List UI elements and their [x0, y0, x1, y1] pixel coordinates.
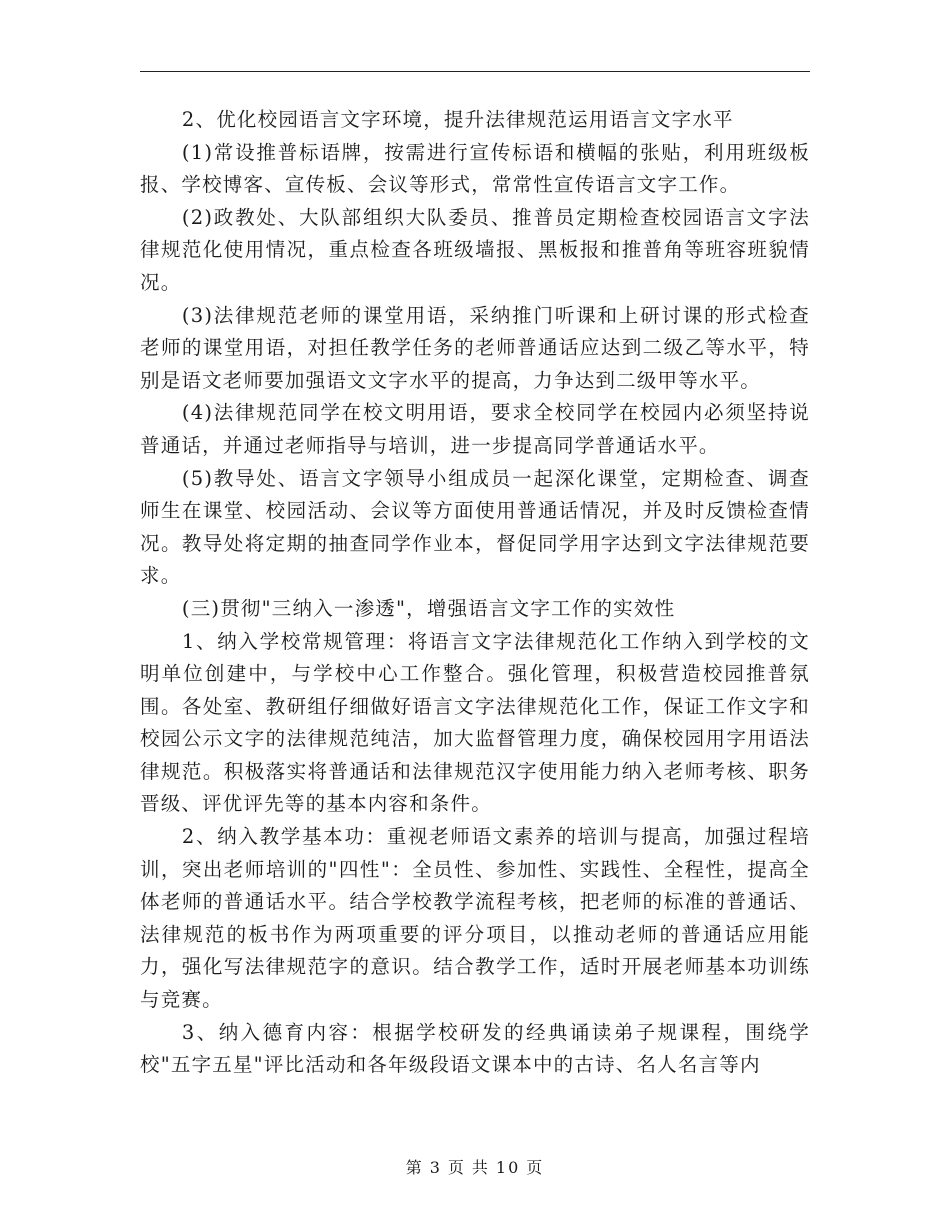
paragraph: 1、纳入学校常规管理：将语言文字法律规范化工作纳入到学校的文明单位创建中，与学校中心工作整合。强化管理，积极营造校园推普氛围。各处室、教研组仔细做好语言文字法律规范化工作，保证工作文字和校园公示文字的法律规范纯洁，加大监督管理力度，确保校园用字用语法律规范。积极落实将普通话和法律规范汉字使用能力纳入老师考核、职务晋级、评优评先等的基本内容和条件。: [140, 629, 810, 816]
header-rule: [140, 71, 810, 72]
paragraph: (2)政教处、大队部组织大队委员、推普员定期检查校园语言文字法律规范化使用情况，重点检查各班级墙报、黑板报和推普角等班容班貌情况。: [140, 205, 810, 294]
paragraph: (5)教导处、语言文字领导小组成员一起深化课堂，定期检查、调查师生在课堂、校园活动、会议等方面使用普通话情况，并及时反馈检查情况。教导处将定期的抽查同学作业本，督促同学用字达到文字法律规范要求。: [140, 466, 810, 588]
current-page-number: 3: [429, 1158, 442, 1177]
document-body: [140, 104, 810, 1082]
footer-total-word: 共: [471, 1158, 490, 1177]
paragraph: 2、纳入教学基本功：重视老师语文素养的培训与提高，加强过程培训，突出老师培训的"四性"：全员性、参加性、实践性、全程性，提高全体老师的普通话水平。结合学校教学流程考核，把老师的标准的普通话、法律规范的板书作为两项重要的评分项目，以推动老师的普通话应用能力，强化写法律规范字的意识。结合教学工作，适时开展老师基本功训练与竞赛。: [140, 825, 810, 1012]
footer-suffix: 页: [526, 1158, 545, 1177]
paragraph: (1)常设推普标语牌，按需进行宣传标语和横幅的张贴，利用班级板报、学校博客、宣传板、会议等形式，常常性宣传语言文字工作。: [140, 140, 810, 197]
total-pages-number: 10: [495, 1158, 521, 1177]
page-footer: [0, 1155, 950, 1178]
paragraph: 3、纳入德育内容：根据学校研发的经典诵读弟子规课程，围绕学校"五字五星"评比活动和各年级段语文课本中的古诗、名人名言等内: [140, 1020, 810, 1077]
paragraph: (三)贯彻"三纳入一渗透"，增强语言文字工作的实效性: [181, 596, 676, 620]
paragraph: 2、优化校园语言文字环境，提升法律规范运用语言文字水平: [181, 108, 734, 131]
paragraph: (4)法律规范同学在校文明用语，要求全校同学在校园内必须坚持说普通话，并通过老师指导与培训，进一步提高同学普通话水平。: [140, 401, 810, 457]
paragraph: (3)法律规范老师的课堂用语，采纳推门听课和上研讨课的形式检查老师的课堂用语，对担任教学任务的老师普通话应达到二级乙等水平，特别是语文老师要加强语文文字水平的提高，力争达到二级甲等水平。: [140, 303, 810, 392]
footer-page-word: 页: [447, 1158, 466, 1177]
footer-prefix: 第: [405, 1158, 424, 1177]
